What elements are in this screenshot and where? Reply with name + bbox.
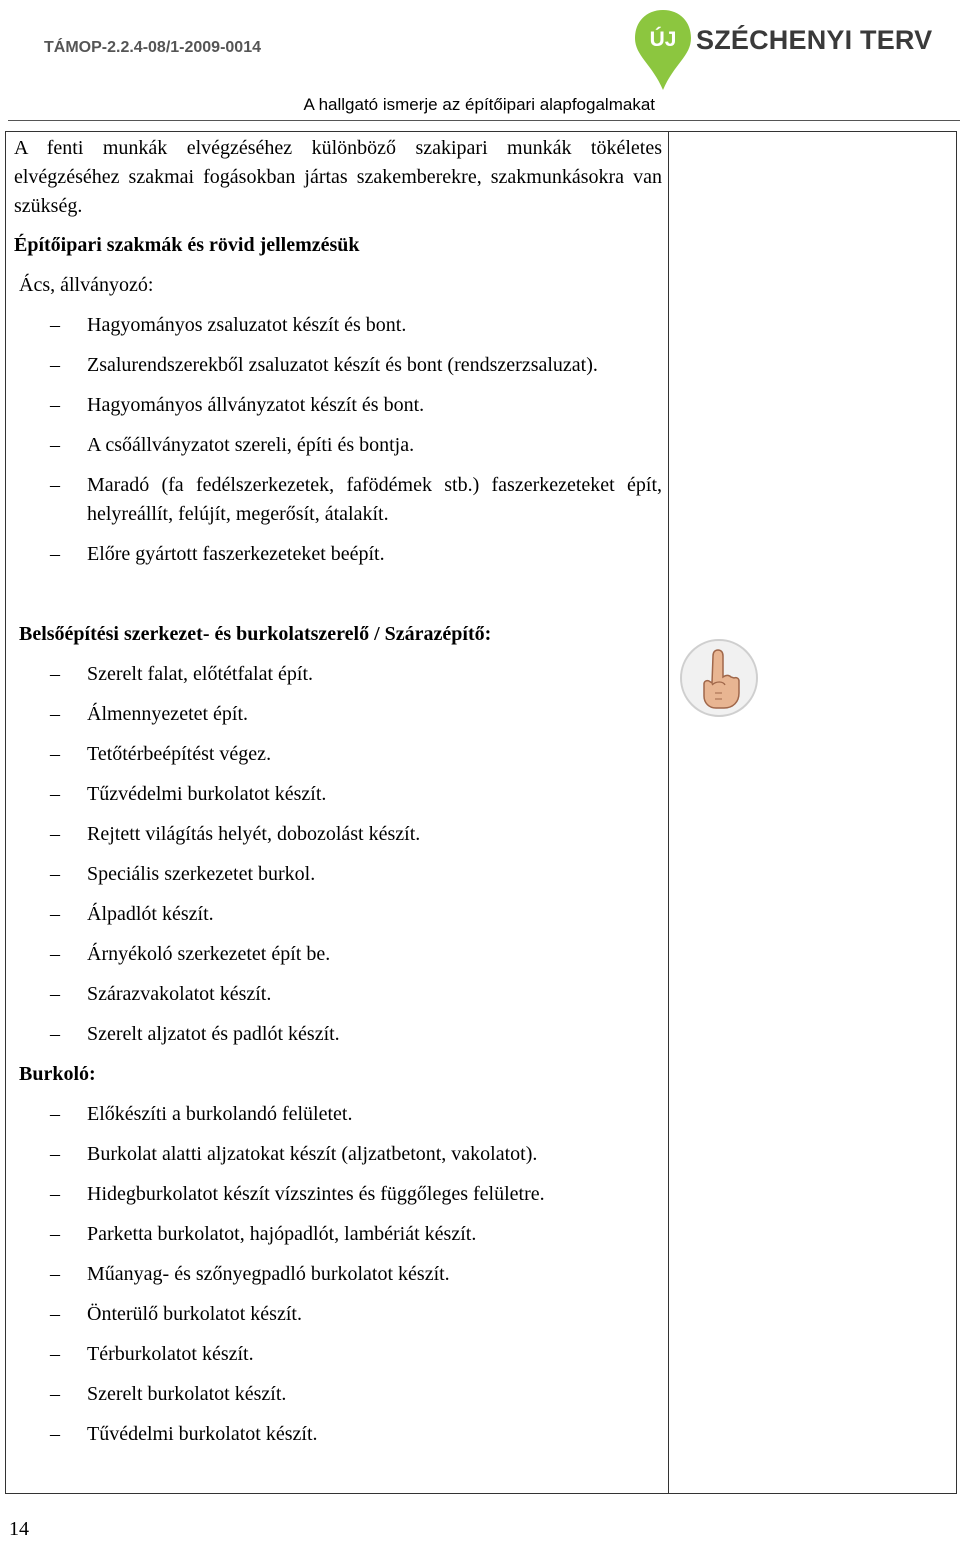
- dash-bullet: –: [50, 1263, 60, 1285]
- list-item: [14, 311, 662, 340]
- dash-bullet: –: [50, 474, 60, 496]
- list-item-text: Szerelt falat, előtétfalat épít.: [87, 663, 313, 685]
- list-item-text: Speciális szerkezetet burkol.: [87, 863, 316, 885]
- list-item-text: Szerelt aljzatot és padlót készít.: [87, 1023, 340, 1045]
- list-item-text: Szerelt burkolatot készít.: [87, 1383, 287, 1405]
- list-item: [14, 391, 662, 420]
- list-item: [14, 660, 662, 689]
- pointing-finger-icon: [678, 637, 760, 719]
- dash-bullet: –: [50, 1143, 60, 1165]
- logo-mark: ÚJ: [649, 28, 677, 51]
- list-item-text: Rejtett világítás helyét, dobozolást készít.: [87, 823, 421, 845]
- list-item: [14, 431, 662, 460]
- list-item: [14, 1380, 662, 1409]
- dash-bullet: –: [50, 903, 60, 925]
- list-item-text: Tetőtérbeépítést végez.: [87, 743, 272, 765]
- dash-bullet: –: [50, 983, 60, 1005]
- list-item: [14, 700, 662, 729]
- dash-bullet: –: [50, 663, 60, 685]
- dash-bullet: –: [50, 1183, 60, 1205]
- list-item: [14, 540, 662, 569]
- list-item: [14, 780, 662, 809]
- list-item: [14, 980, 662, 1009]
- dash-bullet: –: [50, 783, 60, 805]
- logo-text: SZÉCHENYI TERV: [696, 25, 933, 55]
- list-item: [14, 940, 662, 969]
- list-item-text: Álpadlót készít.: [87, 903, 214, 925]
- intro-paragraph: A fenti munkák elvégzéséhez különböző szakipari munkák tökéletes elvégzéséhez szakmai fogásokban jártas szakemberekre, szakmunkásokra van szükség.: [14, 137, 662, 217]
- list-item: [14, 1260, 662, 1289]
- dash-bullet: –: [50, 1103, 60, 1125]
- group-title-szarazepito: Belsőépítési szerkezet- és burkolatszerelő / Szárazépítő:: [19, 623, 492, 645]
- list-item-text: A csőállványzatot szereli, építi és bontja.: [87, 434, 415, 456]
- list-item: [14, 740, 662, 769]
- list-item-text: Hagyományos állványzatot készít és bont.: [87, 394, 425, 416]
- list-acs: [14, 311, 662, 569]
- page-number: 14: [9, 1518, 29, 1540]
- dash-bullet: –: [50, 354, 60, 376]
- dash-bullet: –: [50, 314, 60, 336]
- dash-bullet: –: [50, 1383, 60, 1405]
- dash-bullet: –: [50, 823, 60, 845]
- dash-bullet: –: [50, 1223, 60, 1245]
- list-item: [14, 471, 662, 529]
- list-item-text: Előre gyártott faszerkezeteket beépít.: [87, 543, 385, 565]
- list-burkolo: [14, 1100, 662, 1449]
- list-item-text: Parketta burkolatot, hajópadlót, lambériát készít.: [87, 1223, 477, 1245]
- group-title-acs: Ács, állványozó:: [19, 274, 154, 296]
- list-item-text: Hagyományos zsaluzatot készít és bont.: [87, 314, 407, 336]
- logo-pin-icon: [632, 6, 694, 92]
- dash-bullet: –: [50, 434, 60, 456]
- list-item: [14, 1100, 662, 1129]
- list-item-text: Tűvédelmi burkolatot készít.: [87, 1423, 318, 1445]
- dash-bullet: –: [50, 1023, 60, 1045]
- page-subtitle: A hallgató ismerje az építőipari alapfogalmakat: [303, 95, 655, 114]
- list-item-text: Térburkolatot készít.: [87, 1343, 254, 1365]
- list-item-text: Hidegburkolatot készít vízszintes és függőleges felületre.: [87, 1183, 545, 1205]
- dash-bullet: –: [50, 943, 60, 965]
- list-item-text: Maradó (fa fedélszerkezetek, fafödémek stb.) faszerkezeteket épít, helyreállít, felújít, megerősít, átalakít.: [87, 474, 662, 525]
- list-item-text: Műanyag- és szőnyegpadló burkolatot készít.: [87, 1263, 450, 1285]
- list-item-text: Burkolat alatti aljzatokat készít (aljzatbetont, vakolatot).: [87, 1143, 538, 1165]
- dash-bullet: –: [50, 863, 60, 885]
- content-table: [5, 131, 957, 1494]
- project-code: TÁMOP-2.2.4-08/1-2009-0014: [44, 39, 261, 56]
- list-item-text: Tűzvédelmi burkolatot készít.: [87, 783, 327, 805]
- szechenyi-terv-logo: [632, 6, 933, 92]
- list-item: [14, 1180, 662, 1209]
- list-item-text: Önterülő burkolatot készít.: [87, 1303, 302, 1325]
- list-item: [14, 1220, 662, 1249]
- list-item: [14, 1340, 662, 1369]
- text-column: [6, 132, 669, 1493]
- dash-bullet: –: [50, 1343, 60, 1365]
- list-item-text: Előkészíti a burkolandó felületet.: [87, 1103, 353, 1125]
- list-item: [14, 860, 662, 889]
- list-item-text: Árnyékoló szerkezetet épít be.: [87, 943, 331, 965]
- dash-bullet: –: [50, 394, 60, 416]
- list-item: [14, 820, 662, 849]
- dash-bullet: –: [50, 543, 60, 565]
- list-item: [14, 1300, 662, 1329]
- group-title-burkolo: Burkoló:: [19, 1063, 96, 1085]
- section-title: Építőipari szakmák és rövid jellemzésük: [14, 234, 360, 256]
- list-item: [14, 1140, 662, 1169]
- header-divider: [8, 120, 960, 121]
- list-szarazepito: [14, 660, 662, 1049]
- list-item: [14, 1020, 662, 1049]
- dash-bullet: –: [50, 703, 60, 725]
- list-item: [14, 900, 662, 929]
- dash-bullet: –: [50, 1423, 60, 1445]
- text-content: [14, 132, 662, 1449]
- list-item: [14, 1420, 662, 1449]
- list-item: [14, 351, 662, 380]
- list-item-text: Zsalurendszerekből zsaluzatot készít és bont (rendszerzsaluzat).: [87, 354, 598, 376]
- list-item-text: Álmennyezetet épít.: [87, 703, 249, 725]
- dash-bullet: –: [50, 743, 60, 765]
- list-item-text: Szárazvakolatot készít.: [87, 983, 272, 1005]
- dash-bullet: –: [50, 1303, 60, 1325]
